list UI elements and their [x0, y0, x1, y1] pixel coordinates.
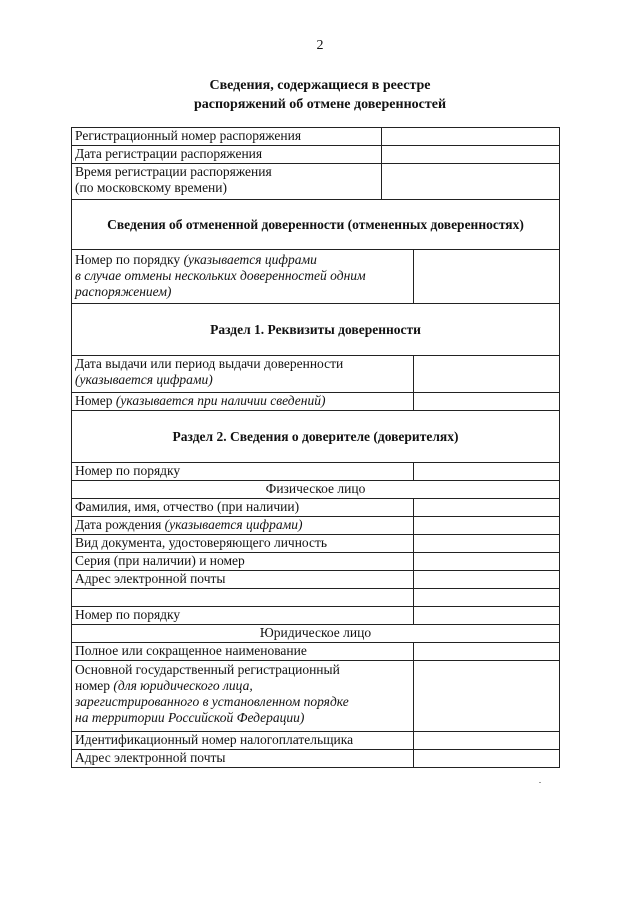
reg-time-label — [72, 164, 382, 200]
issue-date-line-1: Дата выдачи или период выдачи доверенности — [75, 356, 344, 371]
legal-ogrn-line-1: Основной государственный регистрационный — [75, 662, 340, 677]
legal-name-value — [414, 643, 560, 661]
reg-date-label: Дата регистрации распоряжения — [72, 146, 382, 164]
legal-ogrn-text: номер — [75, 678, 114, 693]
individual-doc-type-label: Вид документа, удостоверяющего личность — [72, 535, 414, 553]
reg-time-line-2: (по московскому времени) — [75, 180, 228, 195]
legal-ogrn-note-1: (для юридического лица, — [113, 678, 253, 693]
legal-order-value — [414, 607, 560, 625]
power-number-value — [414, 393, 560, 411]
issue-date-note: (указывается цифрами) — [75, 372, 213, 387]
cancellation-table — [71, 199, 560, 768]
reg-number-value — [382, 128, 560, 146]
power-number-note: (указывается при наличии сведений) — [115, 393, 326, 408]
individual-birth-label — [72, 517, 414, 535]
individual-birth-note: (указывается цифрами) — [164, 517, 303, 532]
individual-birth-text: Дата рождения — [75, 517, 165, 532]
legal-subheading: Юридическое лицо — [72, 625, 560, 643]
title-line-2: распоряжений об отмене доверенностей — [193, 97, 447, 112]
registry-table — [71, 127, 560, 200]
reg-time-value — [382, 164, 560, 200]
individual-order-value — [414, 463, 560, 481]
cancelled-section-heading: Сведения об отмененной доверенности (отмененных доверенностях) — [72, 200, 560, 250]
individual-doc-type-value — [414, 535, 560, 553]
legal-ogrn-value — [414, 661, 560, 732]
individual-fio-label: Фамилия, имя, отчество (при наличии) — [72, 499, 414, 517]
legal-email-value — [414, 750, 560, 768]
cancelled-order-note-1: (указывается цифрами — [183, 252, 317, 267]
power-number-label — [72, 393, 414, 411]
document-title — [0, 76, 640, 114]
legal-email-label: Адрес электронной почты — [72, 750, 414, 768]
individual-email-label: Адрес электронной почты — [72, 571, 414, 589]
page-number: 2 — [316, 38, 324, 53]
cancelled-order-note-3: распоряжением) — [75, 284, 172, 299]
legal-order-label: Номер по порядку — [72, 607, 414, 625]
power-number-text: Номер — [75, 393, 116, 408]
legal-name-label: Полное или сокращенное наименование — [72, 643, 414, 661]
reg-date-value — [382, 146, 560, 164]
legal-ogrn-label — [72, 661, 414, 732]
cancelled-order-label — [72, 250, 414, 304]
cancelled-order-text: Номер по порядку — [75, 252, 184, 267]
individual-fio-value — [414, 499, 560, 517]
section2-heading: Раздел 2. Сведения о доверителе (доверителях) — [72, 411, 560, 463]
issue-date-label — [72, 356, 414, 393]
spacer-right — [414, 589, 560, 607]
individual-email-value — [414, 571, 560, 589]
individual-subheading: Физическое лицо — [72, 481, 560, 499]
individual-series-value — [414, 553, 560, 571]
legal-ogrn-note-3: на территории Российской Федерации) — [75, 710, 305, 725]
scan-speck — [539, 782, 541, 783]
title-line-1: Сведения, содержащиеся в реестре — [209, 78, 431, 93]
legal-ogrn-note-2: зарегистрированного в установленном порядке — [75, 694, 349, 709]
issue-date-value — [414, 356, 560, 393]
legal-inn-label: Идентификационный номер налогоплательщика — [72, 732, 414, 750]
legal-inn-value — [414, 732, 560, 750]
reg-number-label: Регистрационный номер распоряжения — [72, 128, 382, 146]
individual-birth-value — [414, 517, 560, 535]
cancelled-order-note-2: в случае отмены нескольких доверенностей одним — [75, 268, 366, 283]
spacer-left — [72, 589, 414, 607]
individual-order-label: Номер по порядку — [72, 463, 414, 481]
individual-series-label: Серия (при наличии) и номер — [72, 553, 414, 571]
section1-heading: Раздел 1. Реквизиты доверенности — [72, 304, 560, 356]
cancelled-order-value — [414, 250, 560, 304]
reg-time-line-1: Время регистрации распоряжения — [75, 164, 272, 179]
